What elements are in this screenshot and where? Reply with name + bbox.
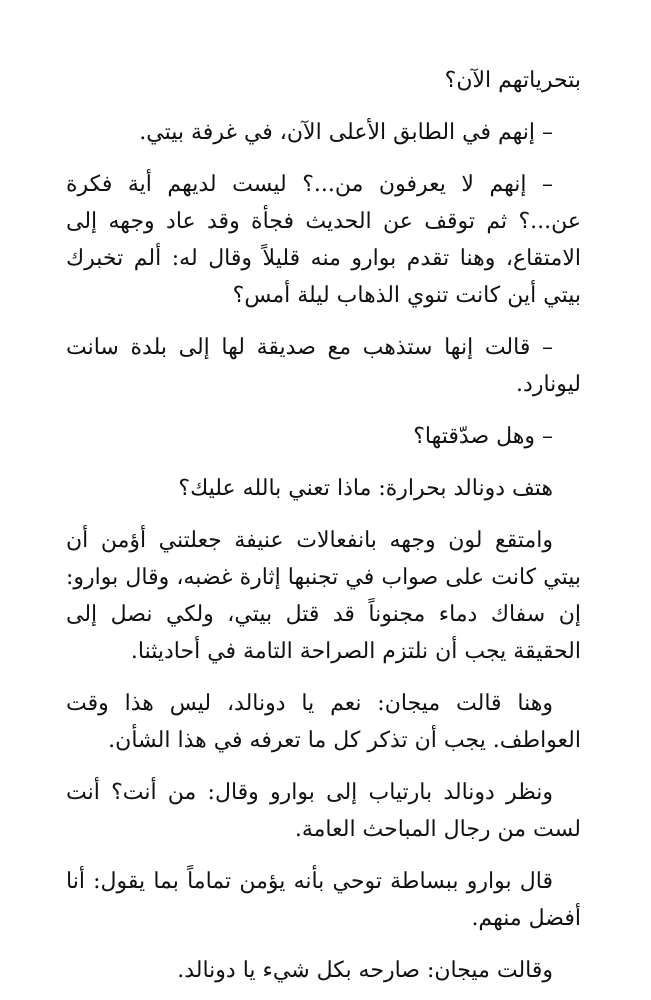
paragraph-5: – وهل صدّقتها؟ bbox=[413, 424, 553, 449]
paragraph-8: وهنا قالت ميجان: نعم يا دونالد، ليس هذا وقت العواطف. يجب أن تذكر كل ما تعرفه في هذا الشأن. bbox=[66, 691, 581, 753]
paragraph-10: قال بوارو ببساطة توحي بأنه يؤمن تماماً بما يقول: أنا أفضل منهم. bbox=[66, 869, 581, 931]
paragraph-11: وقالت ميجان: صارحه بكل شيء يا دونالد. bbox=[177, 958, 553, 983]
paragraph-6: هتف دونالد بحرارة: ماذا تعني بالله عليك؟ bbox=[178, 476, 553, 501]
paragraph-4: – قالت إنها ستذهب مع صديقة لها إلى بلدة سانت ليونارد. bbox=[66, 335, 581, 397]
paragraph-2: – إنهم في الطابق الأعلى الآن، في غرفة بيتي. bbox=[139, 120, 553, 145]
paragraph-9: ونظر دونالد بارتياب إلى بوارو وقال: من أنت؟ أنت لست من رجال المباحث العامة. bbox=[66, 780, 581, 842]
paragraph-7: وامتقع لون وجهه بانفعالات عنيفة جعلتني أؤمن أن بيتي كانت على صواب في تجنبها إثارة غضبه، وقال بوارو: إن سفاك دماء مجنوناً قد قتل بيتي، ولكي نصل إلى الحقيقة يجب أن نلتزم الصراحة التامة في أحاديثنا. bbox=[66, 528, 581, 664]
paragraph-3: – إنهم لا يعرفون من...؟ ليست لديهم أية فكرة عن...؟ ثم توقف عن الحديث فجأة وقد عاد وجهه إلى الامتقاع، وهنا تقدم بوارو منه قليلاً وقال له: ألم تخبرك بيتي أين كانت تنوي الذهاب ليلة أمس؟ bbox=[66, 172, 581, 308]
paragraph-1: بتحرياتهم الآن؟ bbox=[444, 68, 581, 93]
